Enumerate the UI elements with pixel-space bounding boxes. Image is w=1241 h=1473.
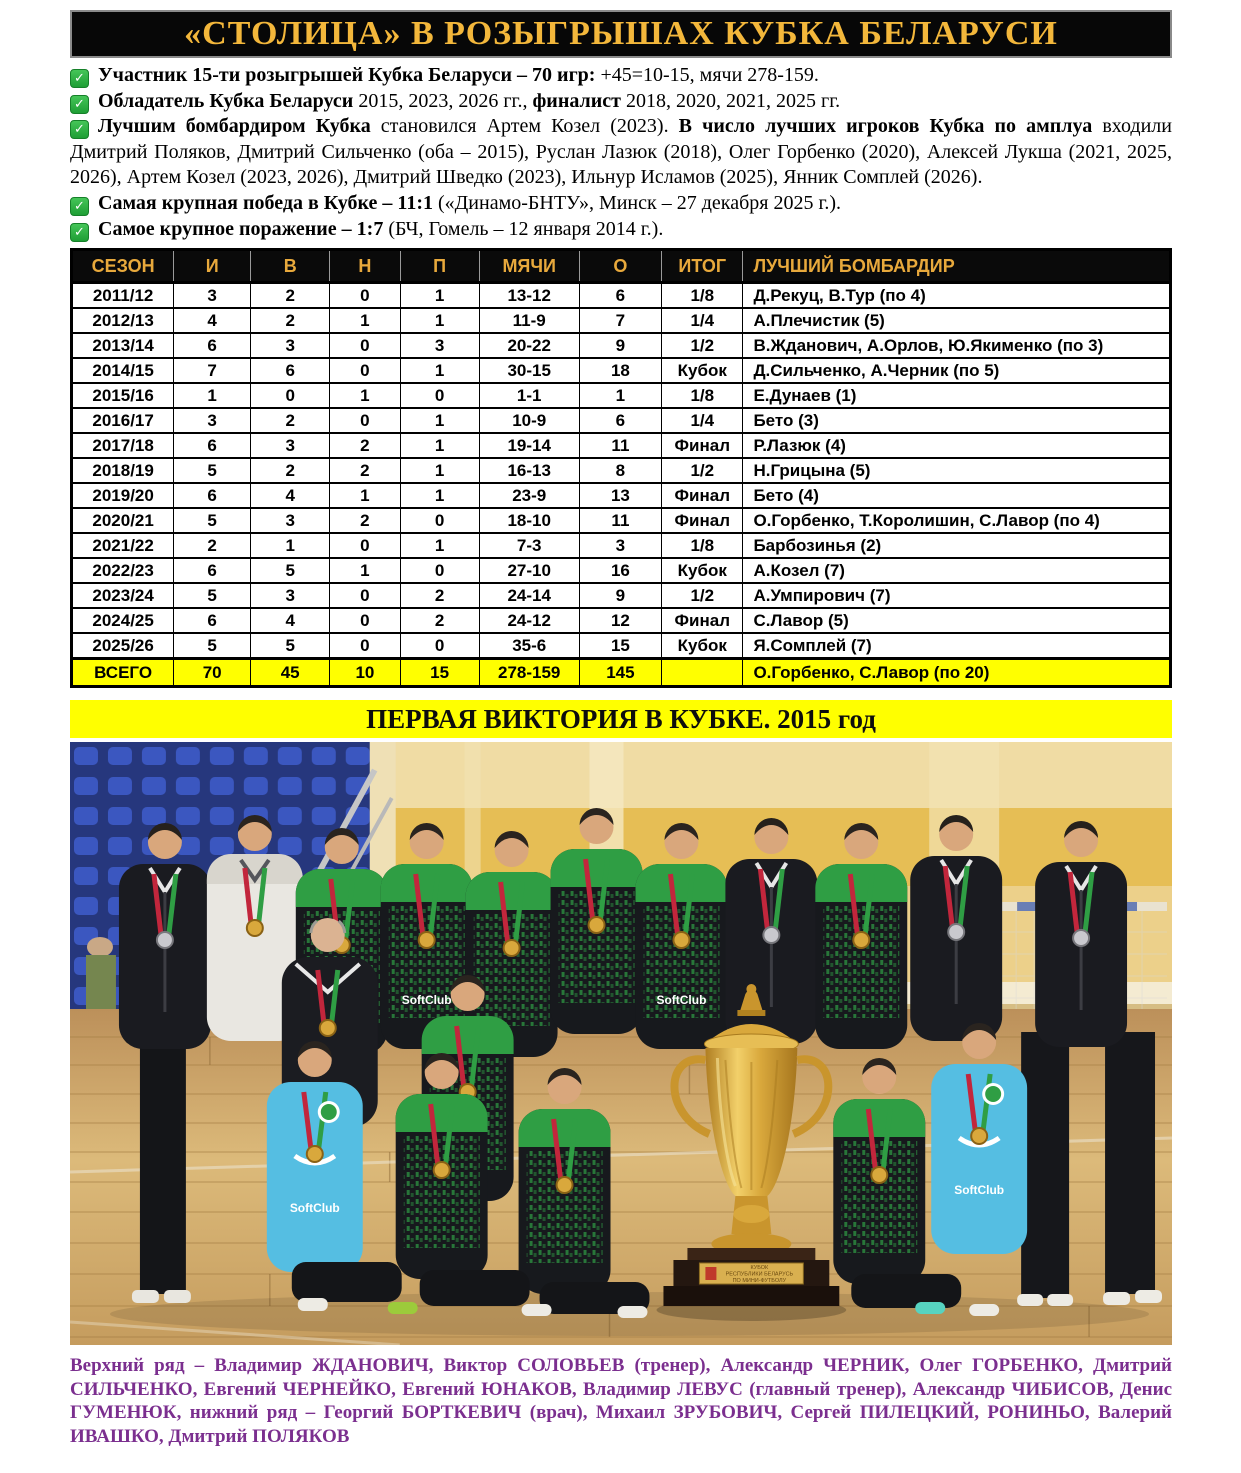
table-cell: 0 (330, 583, 400, 608)
table-cell: Финал (662, 483, 743, 508)
table-cell: 3 (251, 433, 330, 458)
table-cell: Кубок (662, 633, 743, 659)
check-icon: ✓ (70, 223, 89, 242)
fact-text: (БЧ, Гомель – 12 января 2014 г.). (383, 217, 664, 240)
fact-text: Обладатель Кубка Беларуси (98, 89, 354, 112)
table-cell: 1 (330, 483, 400, 508)
table-cell: 1 (330, 558, 400, 583)
table-cell: 2 (251, 458, 330, 483)
table-cell: 2 (174, 533, 251, 558)
table-cell: 1 (400, 358, 479, 383)
table-cell: 35-6 (479, 633, 579, 659)
table-cell: 0 (330, 533, 400, 558)
column-header: И (174, 250, 251, 283)
table-cell: 1/2 (662, 333, 743, 358)
table-cell: Финал (662, 608, 743, 633)
column-header: ЛУЧШИЙ БОМБАРДИР (743, 250, 1171, 283)
table-cell: 27-10 (479, 558, 579, 583)
table-cell: 6 (174, 483, 251, 508)
table-cell: 6 (579, 283, 661, 309)
fact-text: финалист (532, 89, 621, 112)
table-row (72, 408, 1171, 433)
table-cell: Кубок (662, 558, 743, 583)
table-cell: 2022/23 (72, 558, 174, 583)
table-row (72, 458, 1171, 483)
fact-item (70, 217, 1172, 243)
table-cell: 2 (400, 608, 479, 633)
svg-text:РЕСПУБЛИКИ БЕЛАРУСЬ: РЕСПУБЛИКИ БЕЛАРУСЬ (725, 1271, 794, 1278)
page-title: «СТОЛИЦА» В РОЗЫГРЫШАХ КУБКА БЕЛАРУСИ (184, 15, 1058, 52)
table-cell: 5 (174, 583, 251, 608)
check-icon: ✓ (70, 197, 89, 216)
table-row (72, 483, 1171, 508)
table-cell: 13-12 (479, 283, 579, 309)
table-row (72, 583, 1171, 608)
table-row (72, 533, 1171, 558)
table-cell (662, 659, 743, 687)
svg-text:КУБОК: КУБОК (750, 1265, 769, 1272)
table-row (72, 358, 1171, 383)
table-cell: Бето (3) (743, 408, 1171, 433)
table-cell: 6 (174, 608, 251, 633)
table-cell: Е.Дунаев (1) (743, 383, 1171, 408)
table-cell: 0 (330, 633, 400, 659)
team-photo (70, 742, 1172, 1345)
table-cell: 7 (579, 308, 661, 333)
svg-text:SoftClub: SoftClub (401, 993, 452, 1008)
table-cell: Бето (4) (743, 483, 1171, 508)
table-cell: 3 (174, 283, 251, 309)
table-cell: Кубок (662, 358, 743, 383)
fact-text: Лучшим бомбардиром Кубка (98, 115, 371, 138)
photo-banner (70, 700, 1172, 738)
table-cell: 2 (330, 458, 400, 483)
fact-item (70, 114, 1172, 191)
table-cell: 7-3 (479, 533, 579, 558)
table-cell: 1/4 (662, 408, 743, 433)
table-cell: С.Лавор (5) (743, 608, 1171, 633)
table-cell: 2 (251, 308, 330, 333)
table-cell: 1 (400, 433, 479, 458)
table-cell: 9 (579, 583, 661, 608)
table-cell: 3 (579, 533, 661, 558)
column-header: Н (330, 250, 400, 283)
table-cell: 1 (400, 483, 479, 508)
table-cell: 1 (330, 308, 400, 333)
table-cell: 0 (330, 358, 400, 383)
table-row (72, 383, 1171, 408)
table-cell: 18 (579, 358, 661, 383)
table-cell: 6 (174, 558, 251, 583)
svg-text:ПО МИНИ-ФУТБОЛУ: ПО МИНИ-ФУТБОЛУ (732, 1278, 787, 1285)
check-icon: ✓ (70, 120, 89, 139)
table-cell: 2020/21 (72, 508, 174, 533)
table-cell: 18-10 (479, 508, 579, 533)
table-row (72, 283, 1171, 309)
table-cell: 1/8 (662, 383, 743, 408)
table-body (72, 283, 1171, 687)
svg-text:SoftClub: SoftClub (656, 993, 707, 1008)
table-cell: 1 (579, 383, 661, 408)
table-cell: 1 (400, 458, 479, 483)
table-cell: 2 (251, 283, 330, 309)
column-header: СЕЗОН (72, 250, 174, 283)
table-row (72, 558, 1171, 583)
table-cell: 1 (400, 308, 479, 333)
fact-text: становился Артем Козел (2023). (370, 115, 679, 138)
table-cell: 1 (330, 383, 400, 408)
table-row (72, 333, 1171, 358)
check-icon: ✓ (70, 95, 89, 114)
table-row (72, 308, 1171, 333)
table-cell: 2023/24 (72, 583, 174, 608)
table-cell: 1 (174, 383, 251, 408)
fact-text: Самая крупная победа в Кубке – 11:1 (98, 191, 433, 214)
table-cell: 6 (251, 358, 330, 383)
table-cell: Д.Сильченко, А.Черник (по 5) (743, 358, 1171, 383)
table-cell: 11-9 (479, 308, 579, 333)
table-cell: 9 (579, 333, 661, 358)
table-cell: 10-9 (479, 408, 579, 433)
table-cell: 2 (400, 583, 479, 608)
team-photo-illustration (70, 742, 1172, 1345)
table-cell: 8 (579, 458, 661, 483)
table-cell: 3 (251, 583, 330, 608)
table-cell: 0 (400, 508, 479, 533)
svg-text:SoftClub: SoftClub (954, 1183, 1005, 1198)
table-cell: 1 (400, 533, 479, 558)
table-row (72, 608, 1171, 633)
table-cell: 16 (579, 558, 661, 583)
table-cell: 2018/19 (72, 458, 174, 483)
table-cell: 3 (174, 408, 251, 433)
fact-text: Самое крупное поражение – 1:7 (98, 217, 384, 240)
table-cell: 1/2 (662, 458, 743, 483)
table-cell: Д.Рекуц, В.Тур (по 4) (743, 283, 1171, 309)
page (70, 10, 1172, 1448)
check-icon: ✓ (70, 69, 89, 88)
table-cell: А.Плечистик (5) (743, 308, 1171, 333)
table-cell: 1-1 (479, 383, 579, 408)
table-cell: 6 (579, 408, 661, 433)
table-cell: 3 (251, 508, 330, 533)
table-cell: ВСЕГО (72, 659, 174, 687)
table-cell: 0 (330, 283, 400, 309)
table-cell: 0 (330, 333, 400, 358)
column-header: МЯЧИ (479, 250, 579, 283)
table-cell: 7 (174, 358, 251, 383)
table-cell: Я.Сомплей (7) (743, 633, 1171, 659)
table-cell: 278-159 (479, 659, 579, 687)
table-cell: 16-13 (479, 458, 579, 483)
table-cell: 12 (579, 608, 661, 633)
table-cell: 5 (174, 508, 251, 533)
table-cell: А.Козел (7) (743, 558, 1171, 583)
column-header: П (400, 250, 479, 283)
table-cell: 2024/25 (72, 608, 174, 633)
table-cell: 11 (579, 508, 661, 533)
table-cell: 6 (174, 333, 251, 358)
fact-text: Участник 15-ти розыгрышей Кубка Беларуси – 70 игр: (98, 64, 596, 86)
table-cell: Финал (662, 508, 743, 533)
table-cell: Финал (662, 433, 743, 458)
table-cell: 23-9 (479, 483, 579, 508)
table-cell: 2019/20 (72, 483, 174, 508)
banner-title: ПЕРВАЯ ВИКТОРИЯ В КУБКЕ. 2015 год (366, 703, 876, 734)
table-cell: 1/4 (662, 308, 743, 333)
column-header: О (579, 250, 661, 283)
table-cell: 15 (400, 659, 479, 687)
table-row (72, 433, 1171, 458)
table-cell: 2 (251, 408, 330, 433)
fact-text: +45=10-15, мячи 278-159. (595, 64, 819, 86)
table-cell: 1/8 (662, 283, 743, 309)
table-cell: 0 (330, 408, 400, 433)
table-cell: 6 (174, 433, 251, 458)
column-header: ИТОГ (662, 250, 743, 283)
table-cell: 2017/18 (72, 433, 174, 458)
table-cell: 0 (251, 383, 330, 408)
table-cell: 45 (251, 659, 330, 687)
table-cell: 19-14 (479, 433, 579, 458)
fact-text: 2018, 2020, 2021, 2025 гг. (620, 89, 841, 112)
fact-text: («Динамо-БНТУ», Минск – 27 декабря 2025 г.). (433, 191, 842, 214)
fact-item (70, 63, 1172, 89)
table-cell: 0 (400, 383, 479, 408)
fact-text: 2015, 2023, 2026 гг., (353, 89, 533, 112)
table-cell: А.Умпирович (7) (743, 583, 1171, 608)
table-cell: Н.Грицына (5) (743, 458, 1171, 483)
fact-text: В число лучших игроков Кубка по амплуа (678, 115, 1093, 138)
table-cell: 2021/22 (72, 533, 174, 558)
table-cell: 11 (579, 433, 661, 458)
fact-item (70, 89, 1172, 115)
table-row (72, 508, 1171, 533)
column-header: В (251, 250, 330, 283)
title-bar (70, 10, 1172, 58)
table-total-row (72, 659, 1171, 687)
svg-text:SoftClub: SoftClub (289, 1201, 340, 1216)
fact-item (70, 191, 1172, 217)
table-cell: 145 (579, 659, 661, 687)
table-cell: 2013/14 (72, 333, 174, 358)
table-cell: 0 (400, 558, 479, 583)
table-cell: 5 (251, 558, 330, 583)
table-cell: 2015/16 (72, 383, 174, 408)
table-cell: 5 (174, 633, 251, 659)
table-cell: 2012/13 (72, 308, 174, 333)
table-cell: О.Горбенко, С.Лавор (по 20) (743, 659, 1171, 687)
table-cell: 10 (330, 659, 400, 687)
table-cell: 24-14 (479, 583, 579, 608)
table-cell: 2 (330, 433, 400, 458)
table-cell: 70 (174, 659, 251, 687)
table-cell: 1/8 (662, 533, 743, 558)
table-cell: 20-22 (479, 333, 579, 358)
table-cell: 1 (251, 533, 330, 558)
trophy-plaque (699, 1263, 803, 1284)
table-cell: В.Жданович, А.Орлов, Ю.Якименко (по 3) (743, 333, 1171, 358)
table-cell: 3 (400, 333, 479, 358)
photo-caption: Верхний ряд – Владимир ЖДАНОВИЧ, Виктор СОЛОВЬЕВ (тренер), Александр ЧЕРНИК, Олег ГОРБЕНКО, Дмитрий СИЛЬЧЕНКО, Евгений ЧЕРНЕЙКО, Евгений ЮНАКОВ, Владимир ЛЕВУС (главный тренер), Александр ЧИБИСОВ, Денис ГУМЕНЮК, нижний ряд – Георгий БОРТКЕВИЧ (врач), Михаил ЗРУБОВИЧ, Сергей ПИЛЕЦКИЙ, РОНИНЬО, Валерий ИВАШКО, Дмитрий ПОЛЯКОВ (70, 1355, 1172, 1447)
table-header-row (72, 250, 1171, 283)
table-cell: 30-15 (479, 358, 579, 383)
table-cell: 1/2 (662, 583, 743, 608)
table-cell: 5 (174, 458, 251, 483)
table-cell: 15 (579, 633, 661, 659)
table-cell: 2025/26 (72, 633, 174, 659)
table-cell: 1 (400, 283, 479, 309)
table-cell: 3 (251, 333, 330, 358)
table-cell: 13 (579, 483, 661, 508)
table-cell: 0 (400, 633, 479, 659)
facts-list (70, 63, 1172, 242)
table-cell: 2014/15 (72, 358, 174, 383)
table-cell: 0 (330, 608, 400, 633)
cup-history-table (70, 248, 1172, 688)
table-cell: 4 (251, 608, 330, 633)
table-cell: 4 (251, 483, 330, 508)
table-cell: Барбозинья (2) (743, 533, 1171, 558)
table-cell: 2016/17 (72, 408, 174, 433)
table-cell: 2011/12 (72, 283, 174, 309)
table-cell: 1 (400, 408, 479, 433)
table-cell: Р.Лазюк (4) (743, 433, 1171, 458)
table-cell: О.Горбенко, Т.Королишин, С.Лавор (по 4) (743, 508, 1171, 533)
table-cell: 5 (251, 633, 330, 659)
table-cell: 4 (174, 308, 251, 333)
table-row (72, 633, 1171, 659)
table-cell: 2 (330, 508, 400, 533)
table-cell: 24-12 (479, 608, 579, 633)
fact-text: входили Дмитрий Поляков, Дмитрий Сильченко (оба – 2015), Руслан Лазюк (2018), Олег Горбенко (2020), Алексей Лукша (2021, 2025, 2026), Артем Козел (2023, 2026), Дмитрий Шведко (2023), Ильнур Исламов (2025), Янник Сомплей (2026). (70, 115, 1172, 189)
